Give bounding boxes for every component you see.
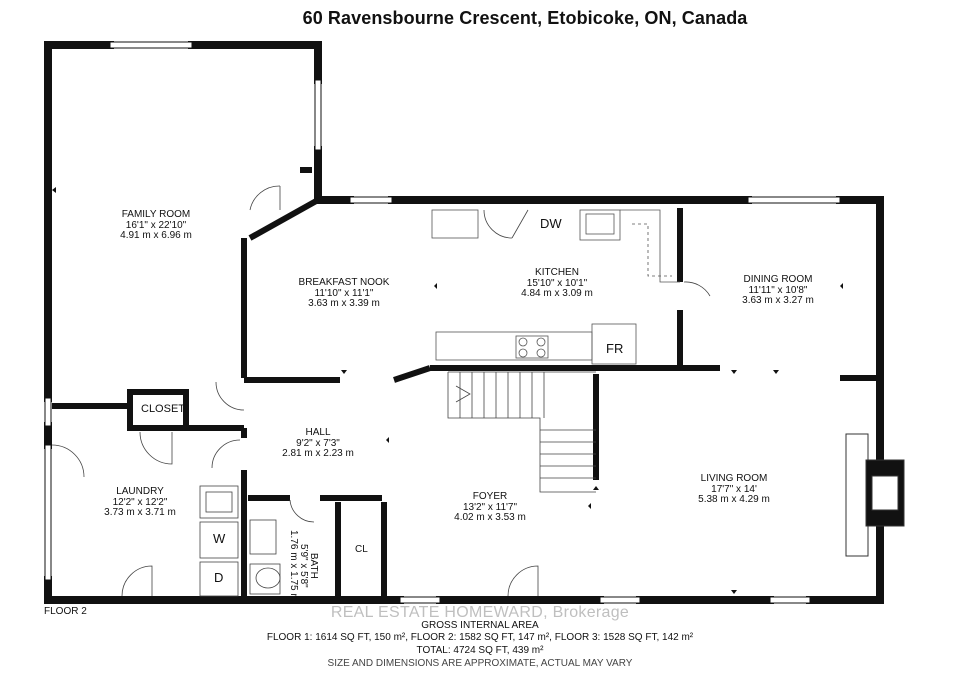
room-name: LIVING ROOM (700, 473, 768, 484)
room-name: DINING ROOM (743, 274, 813, 285)
staircase (448, 372, 596, 492)
page-title: 60 Ravensbourne Crescent, Etobicoke, ON, Canada (302, 8, 748, 28)
closet-label: CLOSET (141, 403, 186, 415)
windows (45, 42, 840, 603)
room-name: KITCHEN (535, 267, 579, 278)
washer-label: W (213, 531, 226, 546)
footer-total: TOTAL: 4724 SQ FT, 439 m² (416, 645, 544, 656)
room-dim-imperial: 11'11" x 10'8" (748, 284, 808, 296)
room-label-living (698, 474, 770, 506)
room-dim-metric: 2.81 m x 2.23 m (282, 448, 354, 459)
room-dim-metric: 3.73 m x 3.71 m (104, 507, 176, 518)
room-name: BATH (308, 552, 319, 579)
room-label-family (120, 210, 192, 242)
room-dim-imperial: 15'10" x 10'1" (526, 277, 588, 289)
room-dim-imperial: 12'2" x 12'2" (112, 496, 168, 508)
room-label-kitchen (521, 268, 593, 300)
room-label-dining (742, 275, 814, 307)
dryer-label: D (214, 570, 224, 585)
fridge-label: FR (606, 341, 624, 356)
room-name: BREAKFAST NOOK (298, 277, 390, 288)
floor-label: FLOOR 2 (44, 606, 87, 617)
room-dim-imperial: 11'10" x 11'1" (314, 287, 374, 299)
watermark: REAL ESTATE HOMEWARD, Brokerage (330, 604, 630, 621)
room-dim-metric: 3.63 m x 3.27 m (742, 295, 814, 306)
room-dim-imperial: 17'7" x 14' (711, 483, 757, 495)
fireplace (846, 434, 904, 556)
room-dim-imperial: 16'1" x 22'10" (125, 219, 187, 231)
footer-floor-areas: FLOOR 1: 1614 SQ FT, 150 m², FLOOR 2: 1582 SQ FT, 147 m², FLOOR 3: 1528 SQ FT, 142 m² (266, 632, 694, 643)
dishwasher-label: DW (540, 216, 562, 231)
laundry-fixtures (200, 486, 280, 596)
room-dim-metric: 1.76 m x 1.75 m (288, 530, 299, 602)
room-dim-metric: 5.38 m x 4.29 m (698, 494, 770, 505)
footer-gross-area: GROSS INTERNAL AREA (421, 620, 539, 631)
room-label-bath (288, 530, 318, 602)
room-dim-metric: 4.02 m x 3.53 m (454, 512, 526, 523)
room-name: HALL (305, 427, 331, 438)
room-name: LAUNDRY (116, 486, 164, 497)
room-dim-imperial: 13'2" x 11'7" (462, 501, 518, 513)
room-dim-metric: 4.84 m x 3.09 m (521, 288, 593, 299)
footer-disclaimer: SIZE AND DIMENSIONS ARE APPROXIMATE, ACTUAL MAY VARY (327, 658, 633, 669)
room-dim-imperial: 9'2" x 7'3" (296, 437, 340, 449)
room-dim-metric: 4.91 m x 6.96 m (120, 230, 192, 241)
room-label-laundry (104, 487, 176, 519)
room-label-foyer (454, 492, 526, 524)
room-name: FOYER (472, 491, 508, 502)
room-label-breakfast (299, 278, 390, 310)
cl-label: CL (355, 544, 368, 555)
room-name: FAMILY ROOM (121, 209, 191, 220)
room-label-hall (282, 428, 354, 460)
room-dim-metric: 3.63 m x 3.39 m (308, 298, 380, 309)
room-dim-imperial: 5'9" x 5'8" (298, 543, 309, 588)
